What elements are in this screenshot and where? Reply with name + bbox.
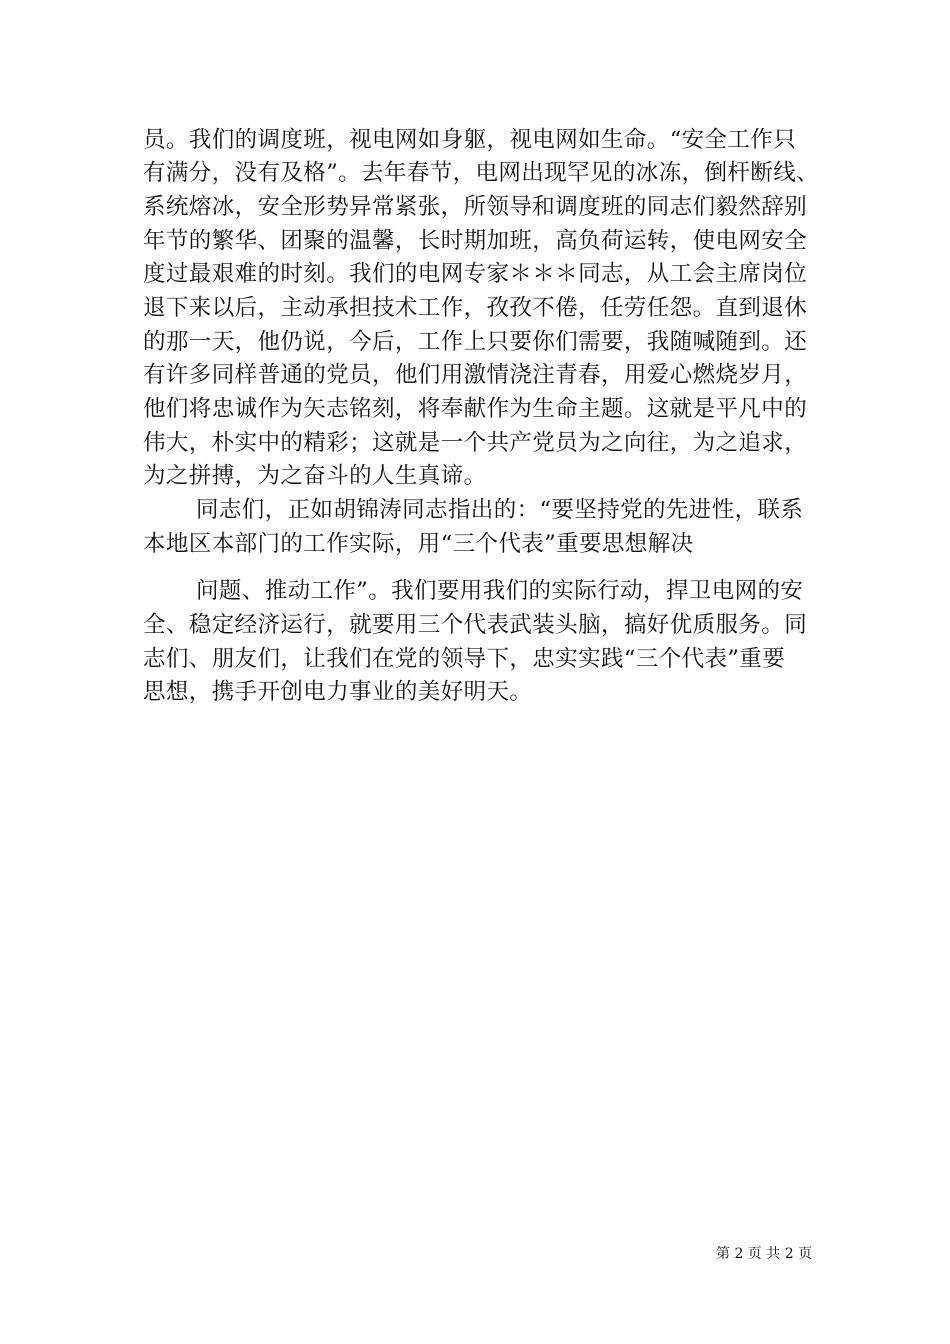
text-line: 为之拼搏，为之奋斗的人生真谛。 (143, 463, 487, 489)
text-line: 本地区本部门的工作实际，用“三个代表”重要思想解决 (143, 531, 694, 557)
text-line: 志们、朋友们，让我们在党的领导下，忠实实践“三个代表”重要 (143, 646, 786, 672)
text-line: 全、稳定经济运行，就要用三个代表武装头脑，搞好优质服务。同 (143, 612, 808, 638)
text-line: 有许多同样普通的党员，他们用激情浇注青春，用爱心燃烧岁月， (143, 362, 808, 388)
text-line: 的那一天，他仍说，今后，工作上只要你们需要，我随喊随到。还 (143, 329, 808, 355)
text-line: 伟大，朴实中的精彩；这就是一个共产党员为之向往，为之追求， (143, 430, 808, 456)
text-line: 年节的繁华、团聚的温馨，长时期加班，高负荷运转，使电网安全 (143, 228, 808, 254)
text-line: 度过最艰难的时刻。我们的电网专家＊＊＊同志，从工会主席岗位 (143, 261, 808, 287)
text-line: 员。我们的调度班，视电网如身躯，视电网如生命。“安全工作只 (143, 127, 797, 153)
text-line: 系统熔冰，安全形势异常紧张，所领导和调度班的同志们毅然辞别 (143, 194, 808, 220)
page-number: 第 2 页 共 2 页 (716, 1246, 813, 1262)
text-line: 他们将忠诚作为矢志铭刻，将奉献作为生命主题。这就是平凡中的 (143, 396, 808, 422)
text-line: 思想，携手开创电力事业的美好明天。 (143, 679, 533, 705)
text-line: 问题、推动工作”。我们要用我们的实际行动，捍卫电网的安 (196, 578, 804, 604)
text-line: 有满分，没有及格”。去年春节，电网出现罕见的冰冻，倒杆断线、 (143, 160, 820, 186)
text-line: 同志们，正如胡锦涛同志指出的：“要坚持党的先进性，联系 (196, 497, 804, 523)
text-line: 退下来以后，主动承担技术工作，孜孜不倦，任劳任怨。直到退休 (143, 295, 808, 321)
